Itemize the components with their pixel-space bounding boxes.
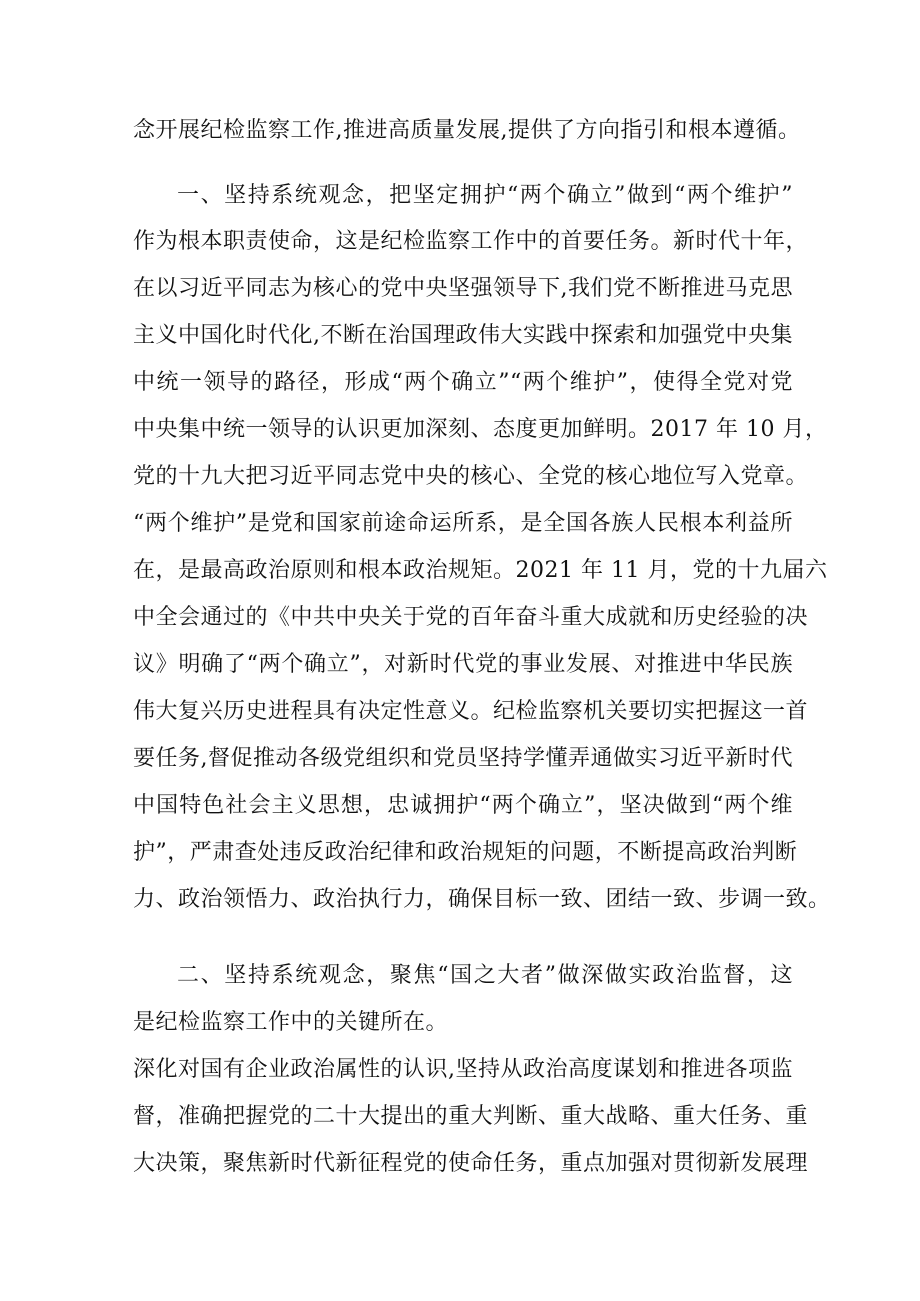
text-line: 议》明确了“两个确立”，对新时代党的事业发展、对推进中华民族: [133, 652, 793, 677]
text-line: 中央集中统一领导的认识更加深刻、态度更加鲜明。2017 年 10 月，: [133, 417, 828, 442]
text-line: 力、政治领悟力、政治执行力，确保目标一致、团结一致、步调一致。: [133, 887, 831, 912]
section-heading-line: 一、坚持系统观念，把坚定拥护“两个确立”做到“两个维护”: [177, 183, 793, 208]
text-line: 伟大复兴历史进程具有决定性意义。纪检监察机关要切实把握这一首: [133, 699, 809, 724]
text-line: 护”，严肃查处违反政治纪律和政治规矩的问题，不断提高政治判断: [133, 840, 798, 865]
text-line: 党的十九大把习近平同志党中央的核心、全党的核心地位写入党章。: [133, 464, 809, 489]
text-line: 大决策，聚焦新时代新征程党的使命任务，重点加强对贯彻新发展理: [133, 1151, 809, 1176]
text-line: 在以习近平同志为核心的党中央坚强领导下,我们党不断推进马克思: [133, 276, 793, 301]
text-line: 中国特色社会主义思想，忠诚拥护“两个确立”，坚决做到“两个维: [133, 793, 793, 818]
text-line: 念开展纪检监察工作,推进高质量发展,提供了方向指引和根本遵循。: [133, 118, 801, 143]
text-line: 作为根本职责使命，这是纪检监察工作中的首要任务。新时代十年，: [133, 229, 809, 254]
text-line: 中统一领导的路径，形成“两个确立”“两个维护”，使得全党对党: [133, 370, 793, 395]
text-line: 要任务,督促推动各级党组织和党员坚持学懂弄通做实习近平新时代: [133, 746, 793, 771]
text-line: “两个维护”是党和国家前途命运所系，是全国各族人民根本利益所: [133, 511, 793, 536]
section-heading-line: 二、坚持系统观念，聚焦“国之大者”做深做实政治监督，这: [177, 963, 793, 988]
text-line: 主义中国化时代化,不断在治国理政伟大实践中探索和加强党中央集: [133, 323, 793, 348]
text-line: 督，准确把握党的二十大提出的重大判断、重大战略、重大任务、重: [133, 1104, 809, 1129]
text-line: 中全会通过的《中共中央关于党的百年奋斗重大成就和历史经验的决: [133, 605, 809, 630]
text-line: 在，是最高政治原则和根本政治规矩。2021 年 11 月，党的十九届六: [133, 558, 828, 583]
text-line: 深化对国有企业政治属性的认识,坚持从政治高度谋划和推进各项监: [133, 1057, 793, 1082]
section-heading-line: 是纪检监察工作中的关键所在。: [133, 1010, 449, 1035]
